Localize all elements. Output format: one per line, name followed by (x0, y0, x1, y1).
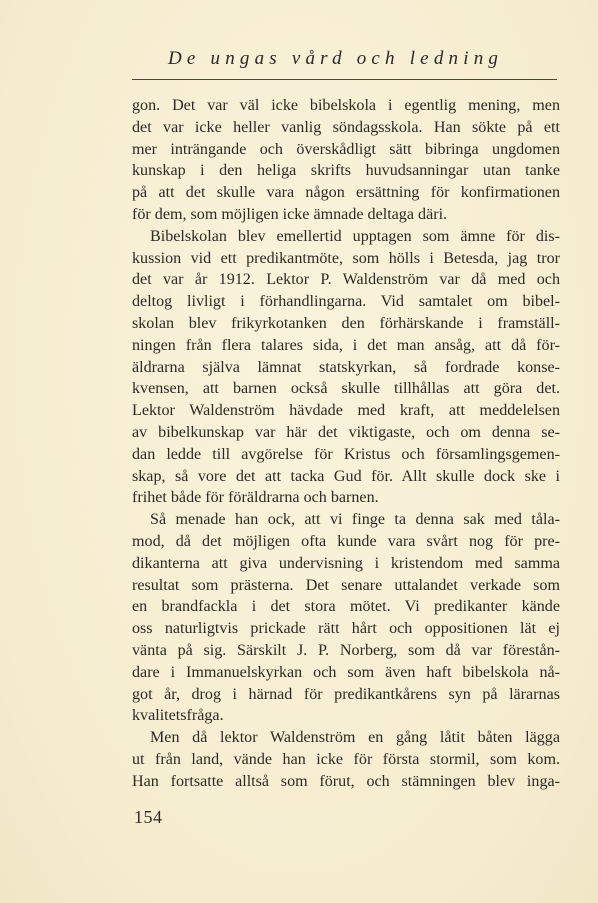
text-line: kussion vid ett predikantmöte, som hölls i Betesda, jag tror (132, 249, 560, 267)
text-line: oss naturligtvis prickade rätt hårt och oppositionen lät ej (132, 620, 560, 638)
header-rule (132, 79, 557, 80)
text-line: Så menade han ock, att vi finge ta denna sak med tåla- (150, 511, 560, 529)
text-line: vänta på sig. Särskilt J. P. Norberg, som då var förestån- (132, 641, 560, 659)
text-line: en brandfackla i det stora mötet. Vi predikanter kände (132, 598, 560, 616)
text-line: skap, så vore det att tacka Gud för. Allt skulle dock ske i (132, 467, 560, 485)
text-line: kvalitetsfråga. (132, 707, 224, 725)
text-line: gon. Det var väl icke bibelskola i egentlig mening, men (132, 97, 560, 114)
text-line: på att det skulle vara någon ersättning för konfirmationen (132, 184, 560, 202)
text-line: det var icke heller vanlig söndagsskola. Han sökte på ett (132, 118, 560, 136)
text-line: deltog livligt i förhandlingarna. Vid samtalet om bibel- (132, 293, 560, 311)
text-line: ut från land, vände han icke för första stormil, som kom. (132, 750, 560, 768)
text-line: för dem, som möjligen icke ämnade deltaga däri. (132, 205, 448, 223)
text-line: got år, drog i härnad för predikantkårens syn på lärarnas (132, 685, 560, 703)
text-line: dare i Immanuelskyrkan och som även haft bibelskola nå- (132, 663, 560, 681)
text-line: Bibelskolan blev emellertid upptagen som ämne för dis- (150, 227, 560, 245)
running-head-title: De ungas vård och ledning (168, 48, 504, 69)
text-line: frihet både för föräldrarna och barnen. (132, 489, 379, 507)
text-line: det var år 1912. Lektor P. Waldenström var då med och (132, 271, 560, 289)
body-text (132, 95, 560, 793)
text-line: Men då lektor Waldenström en gång låtit båten lägga (150, 729, 560, 747)
text-line: mer inträngande och överskådligt sätt bibringa ungdomen (132, 140, 560, 158)
text-line: av bibelkunskap var här det viktigaste, och om denna se- (132, 423, 560, 441)
text-line: kvensen, att barnen också skulle tillhållas att göra det. (132, 380, 560, 398)
text-line: resultat som prästerna. Det senare uttalandet verkade som (132, 576, 560, 594)
text-line: dikanterna att giva undervisning i kristendom med samma (132, 554, 560, 572)
text-line: kunskap i den heliga skrifts huvudsanningar utan tanke (132, 162, 560, 180)
text-line: Lektor Waldenström hävdade med kraft, att meddelelsen (132, 402, 560, 420)
text-line: dan ledde till avgörelse för Kristus och församlingsgemen- (132, 445, 560, 463)
text-line: skolan blev frikyrkotanken den förhärskande i framställ- (132, 314, 560, 332)
text-line: Han fortsatte alltså som förut, och stämningen blev inga- (132, 772, 560, 790)
text-line: ningen från flera talares sida, i det man ansåg, att då för- (132, 336, 560, 354)
text-line: mod, då det möjligen ofta kunde vara svårt nog för pre- (132, 532, 560, 550)
page-number: 154 (134, 807, 163, 827)
text-line: äldrarna själva lämnat statskyrkan, så fordrade konse- (132, 358, 560, 376)
